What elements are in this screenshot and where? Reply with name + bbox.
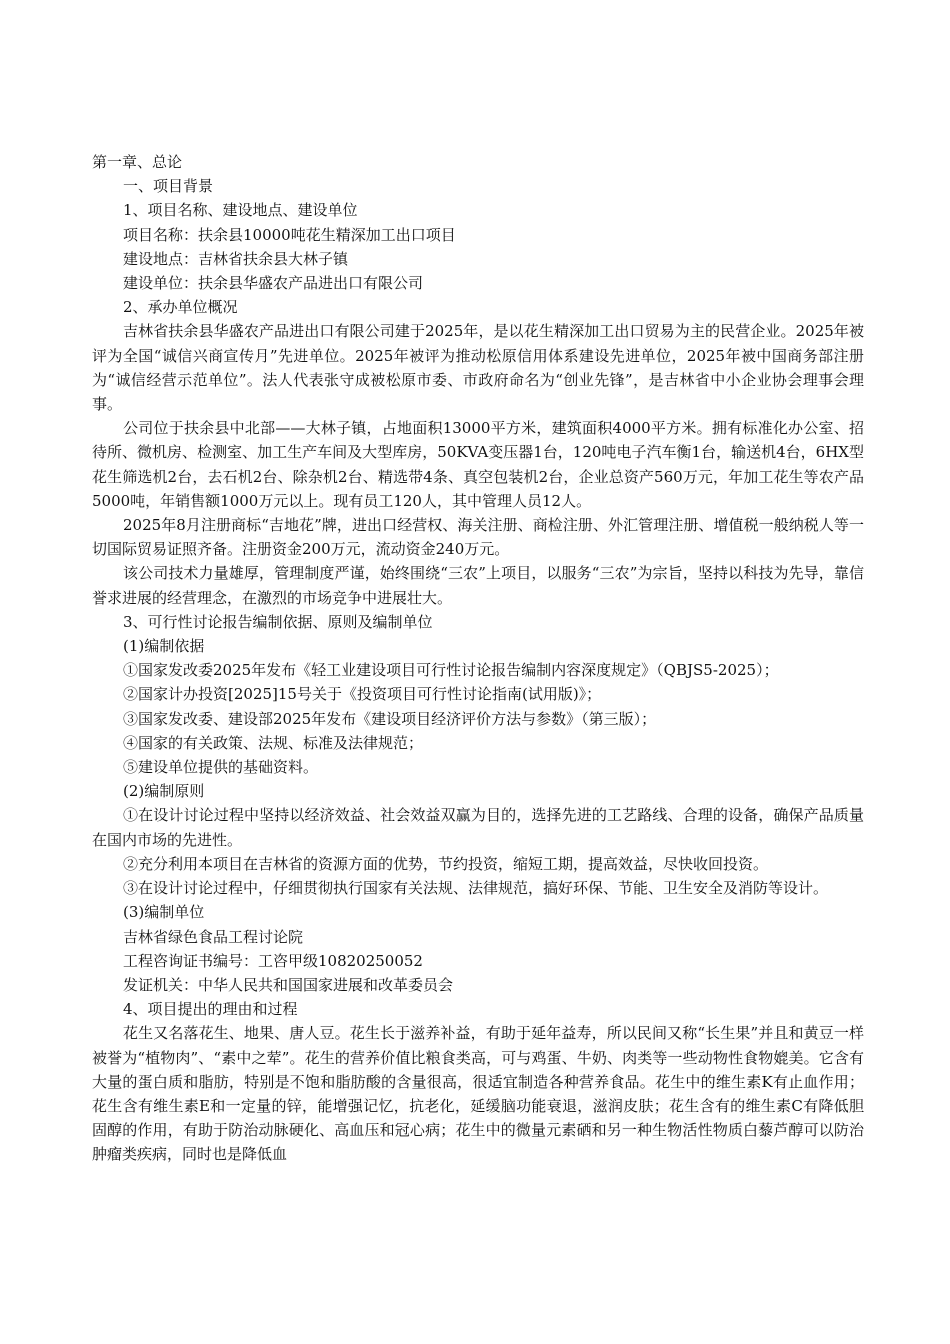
basis-item: ③国家发改委、建设部2025年发布《建设项目经济评价方法与参数》（第三版）；	[123, 709, 657, 728]
principle-item: ①在设计讨论过程中坚持以经济效益、社会效益双赢为目的，选择先进的工艺路线、合理的设备，确保产品质量在国内市场的先进性。	[92, 806, 864, 849]
paragraph-peanut: 花生又名落花生、地果、唐人豆。花生长于滋养补益，有助于延年益寿，所以民间又称“长生果”并且和黄豆一样被誉为“植物肉”、“素中之荤”。花生的营养价值比粮食类高，可与鸡蛋、牛奶、肉类等一些动物性食物媲美。它含有大量的蛋白质和脂肪，特别是不饱和脂肪酸的含量很高，很适宜制造各种营养食品。花生中的维生素K有止血作用；花生含有维生素E和一定量的锌，能增强记忆，抗老化，延缓脑功能衰退，滋润皮肤；花生含有的维生素C有降低胆固醇的作用，有助于防治动脉硬化、高血压和冠心病；花生中的微量元素硒和另一种生物活性物质白藜芦醇可以防治肿瘤类疾病，同时也是降低血	[92, 1024, 864, 1164]
basis-item: ①国家发改委2025年发布《轻工业建设项目可行性讨论报告编制内容深度规定》（QBJS5-2025）；	[123, 661, 779, 680]
project-location: 建设地点：吉林省扶余县大林子镇	[123, 249, 349, 268]
unit-name: 吉林省绿色食品工程讨论院	[123, 927, 304, 946]
subsection-heading: 1、项目名称、建设地点、建设单位	[123, 201, 358, 220]
basis-heading: (1)编制依据	[123, 637, 205, 656]
project-builder: 建设单位：扶余县华盛农产品进出口有限公司	[123, 274, 424, 293]
paragraph-tech: 该公司技术力量雄厚，管理制度严谨，始终围绕“三农”上项目，以服务“三农”为宗旨，坚持以科技为先导，靠信誉求进展的经营理念，在激烈的市场竞争中进展壮大。	[92, 564, 864, 607]
basis-item: ⑤建设单位提供的基础资料。	[123, 758, 319, 777]
subsection-heading: 3、可行性讨论报告编制依据、原则及编制单位	[123, 612, 433, 631]
principle-heading: (2)编制原则	[123, 782, 205, 801]
project-name: 项目名称：扶余县10000吨花生精深加工出口项目	[123, 225, 456, 244]
unit-authority: 发证机关：中华人民共和国国家进展和改革委员会	[123, 975, 454, 994]
principle-item: ③在设计讨论过程中，仔细贯彻执行国家有关法规、法律规范，搞好环保、节能、卫生安全及消防等设计。	[123, 879, 829, 898]
subsection-heading: 4、项目提出的理由和过程	[123, 1000, 298, 1019]
basis-item: ④国家的有关政策、法规、标准及法律规范；	[123, 733, 424, 752]
paragraph-trademark: 2025年8月注册商标“吉地花”牌，进出口经营权、海关注册、商检注册、外汇管理注册、增值税一般纳税人等一切国际贸易证照齐备。注册资金200万元，流动资金240万元。	[92, 516, 864, 559]
basis-item: ②国家计办投资[2025]15号关于《投资项目可行性讨论指南(试用版)》；	[123, 685, 602, 704]
paragraph-company-location: 公司位于扶余县中北部——大林子镇，占地面积13000平方米，建筑面积4000平方米。拥有标准化办公室、招待所、微机房、检测室、加工生产车间及大型库房，50KVA变压器1台，120吨电子汽车衡1台，输送机4台，6HX型花生筛选机2台，去石机2台、除杂机2台、精选带4条、真空包装机2台，企业总资产560万元，年加工花生等农产品5000吨，年销售额1000万元以上。现有员工120人，其中管理人员12人。	[92, 419, 864, 510]
document-page	[92, 150, 864, 1167]
paragraph-company-intro: 吉林省扶余县华盛农产品进出口有限公司建于2025年，是以花生精深加工出口贸易为主的民营企业。2025年被评为全国“诚信兴商宣传月”先进单位。2025年被评为推动松原信用体系建设先进单位，2025年被中国商务部注册为“诚信经营示范单位”。法人代表张守成被松原市委、市政府命名为“创业先锋”，是吉林省中小企业协会理事会理事。	[92, 322, 864, 414]
unit-heading: (3)编制单位	[123, 903, 205, 922]
chapter-title: 第一章、总论	[92, 153, 183, 171]
unit-cert: 工程咨询证书编号：工咨甲级10820250052	[123, 951, 423, 970]
section-heading: 一、项目背景	[123, 177, 214, 196]
subsection-heading: 2、承办单位概况	[123, 298, 238, 317]
principle-item: ②充分利用本项目在吉林省的资源方面的优势，节约投资，缩短工期，提高效益，尽快收回投资。	[123, 854, 769, 873]
